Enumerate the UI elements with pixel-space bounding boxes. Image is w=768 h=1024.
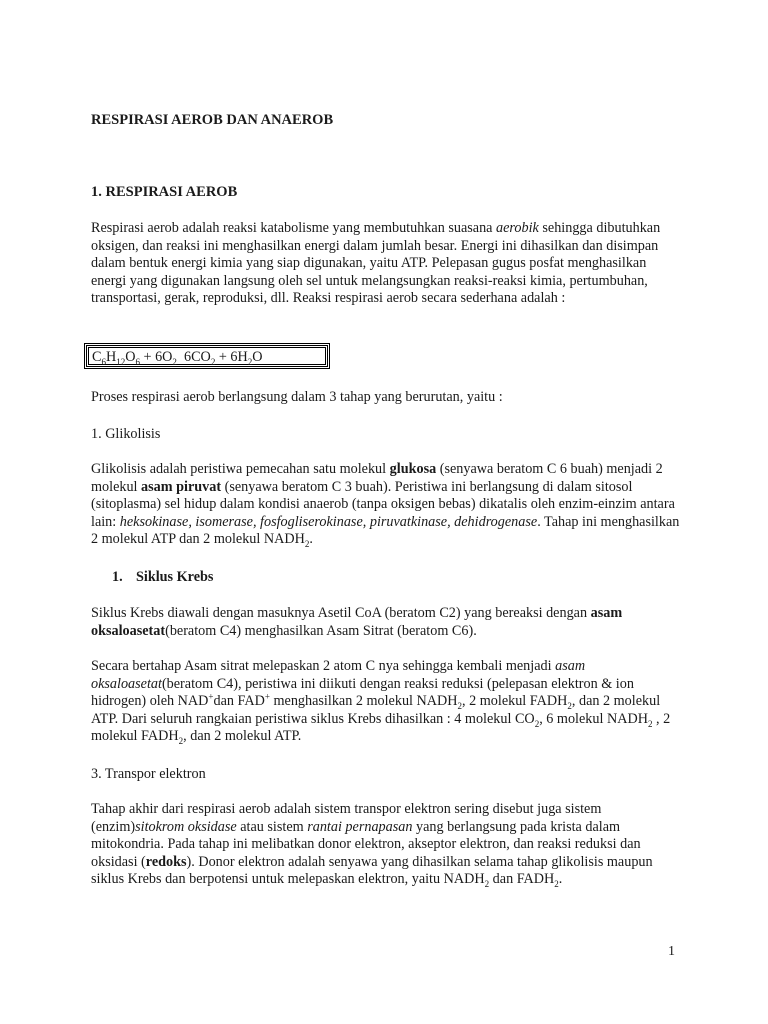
- step-heading-glikolisis: 1. Glikolisis: [91, 426, 161, 442]
- krebs-paragraph-1: Siklus Krebs diawali dengan masuknya Asetil CoA (beratom C2) yang bereaksi dengan asam oksaloasetat(beratom C4) menghasilkan Asam Sitrat (beratom C6).: [91, 605, 623, 639]
- step-heading-transpor-elektron: 3. Transpor elektron: [91, 766, 206, 782]
- list-number: 1.: [112, 569, 123, 585]
- intro-text-rest: sehingga dibutuhkan oksigen, dan reaksi ini menghasilkan energi dalam jumlah besar. Energi ini dihasilkan dan disimpan dalam bentuk energi kimia yang siap digunakan, yaitu ATP. Pelepasan gugus posfat menghasilkan energi yang digunakan langsung oleh sel untuk melangsungkan reaksi-reaksi kimia, pertumbuhan, transportasi, gerak, reproduksi, dll. Reaksi respirasi aerob secara sederhana adalah :: [91, 220, 661, 307]
- krebs-paragraph-2: Secara bertahap Asam sitrat melepaskan 2 atom C nya sehingga kembali menjadi asam oksaloasetat(beratom C4), peristiwa ini diikuti dengan reaksi reduksi (pelepasan elektron & ion hidrogen) oleh NAD+dan FAD+ menghasilkan 2 molekul $NADH_2$, 2 molekul $FADH_2$, dan 2 molekul ATP. Dari seluruh rangkaian peristiwa siklus Krebs dihasilkan : 4 molekul $CO_2$, 6 molekul $NADH_2$ , 2 molekul $FADH_2$, dan 2 molekul ATP.: [91, 658, 671, 747]
- intro-paragraph: [91, 220, 683, 308]
- intro-italic-term: aerobik: [496, 220, 539, 236]
- step-heading-siklus-krebs: [112, 569, 213, 586]
- glikolisis-paragraph: Glikolisis adalah peristiwa pemecahan satu molekul glukosa (senyawa beratom C 6 buah) menjadi 2 molekul asam piruvat (senyawa beratom C 3 buah). Peristiwa ini berlangsung di dalam sitosol (sitoplasma) sel hidup dalam kondisi anaerob (tanpa oksigen bebas) dikatalis oleh enzim-einzim antara lain: heksokinase, isomerase, fosfogliserokinase, piruvatkinase, dehidrogenase. Tahap ini menghasilkan 2 molekul ATP dan 2 molekul $NADH_2$.: [91, 461, 680, 550]
- section-heading-respirasi-aerob: 1. RESPIRASI AEROB: [91, 184, 238, 200]
- intro-text: Respirasi aerob adalah reaksi katabolisme yang membutuhkan suasana: [91, 220, 497, 236]
- list-heading-text: Siklus Krebs: [136, 569, 214, 585]
- equation-box: [86, 345, 328, 367]
- page-number: 1: [668, 944, 675, 959]
- document-title: RESPIRASI AEROB DAN ANAEROB: [91, 112, 334, 128]
- equation: $C_6H_{12}O_6 + 6O_2$ $6CO_2 + 6H_2O$: [92, 349, 263, 367]
- transpor-paragraph: Tahap akhir dari respirasi aerob adalah sistem transpor elektron sering disebut juga sistem (enzim)sitokrom oksidase atau sistem rantai pernapasan yang berlangsung pada krista dalam mitokondria. Pada tahap ini melibatkan donor elektron, akseptor elektron, dan reaksi reduksi dan oksidasi (redoks). Donor elektron adalah senyawa yang dihasilkan selama tahap glikolisis maupun siklus Krebs dan berpotensi untuk melepaskan elektron, yaitu $NADH_2$ dan $FADH_2$.: [91, 801, 653, 890]
- process-intro-paragraph: Proses respirasi aerob berlangsung dalam 3 tahap yang berurutan, yaitu :: [91, 389, 503, 405]
